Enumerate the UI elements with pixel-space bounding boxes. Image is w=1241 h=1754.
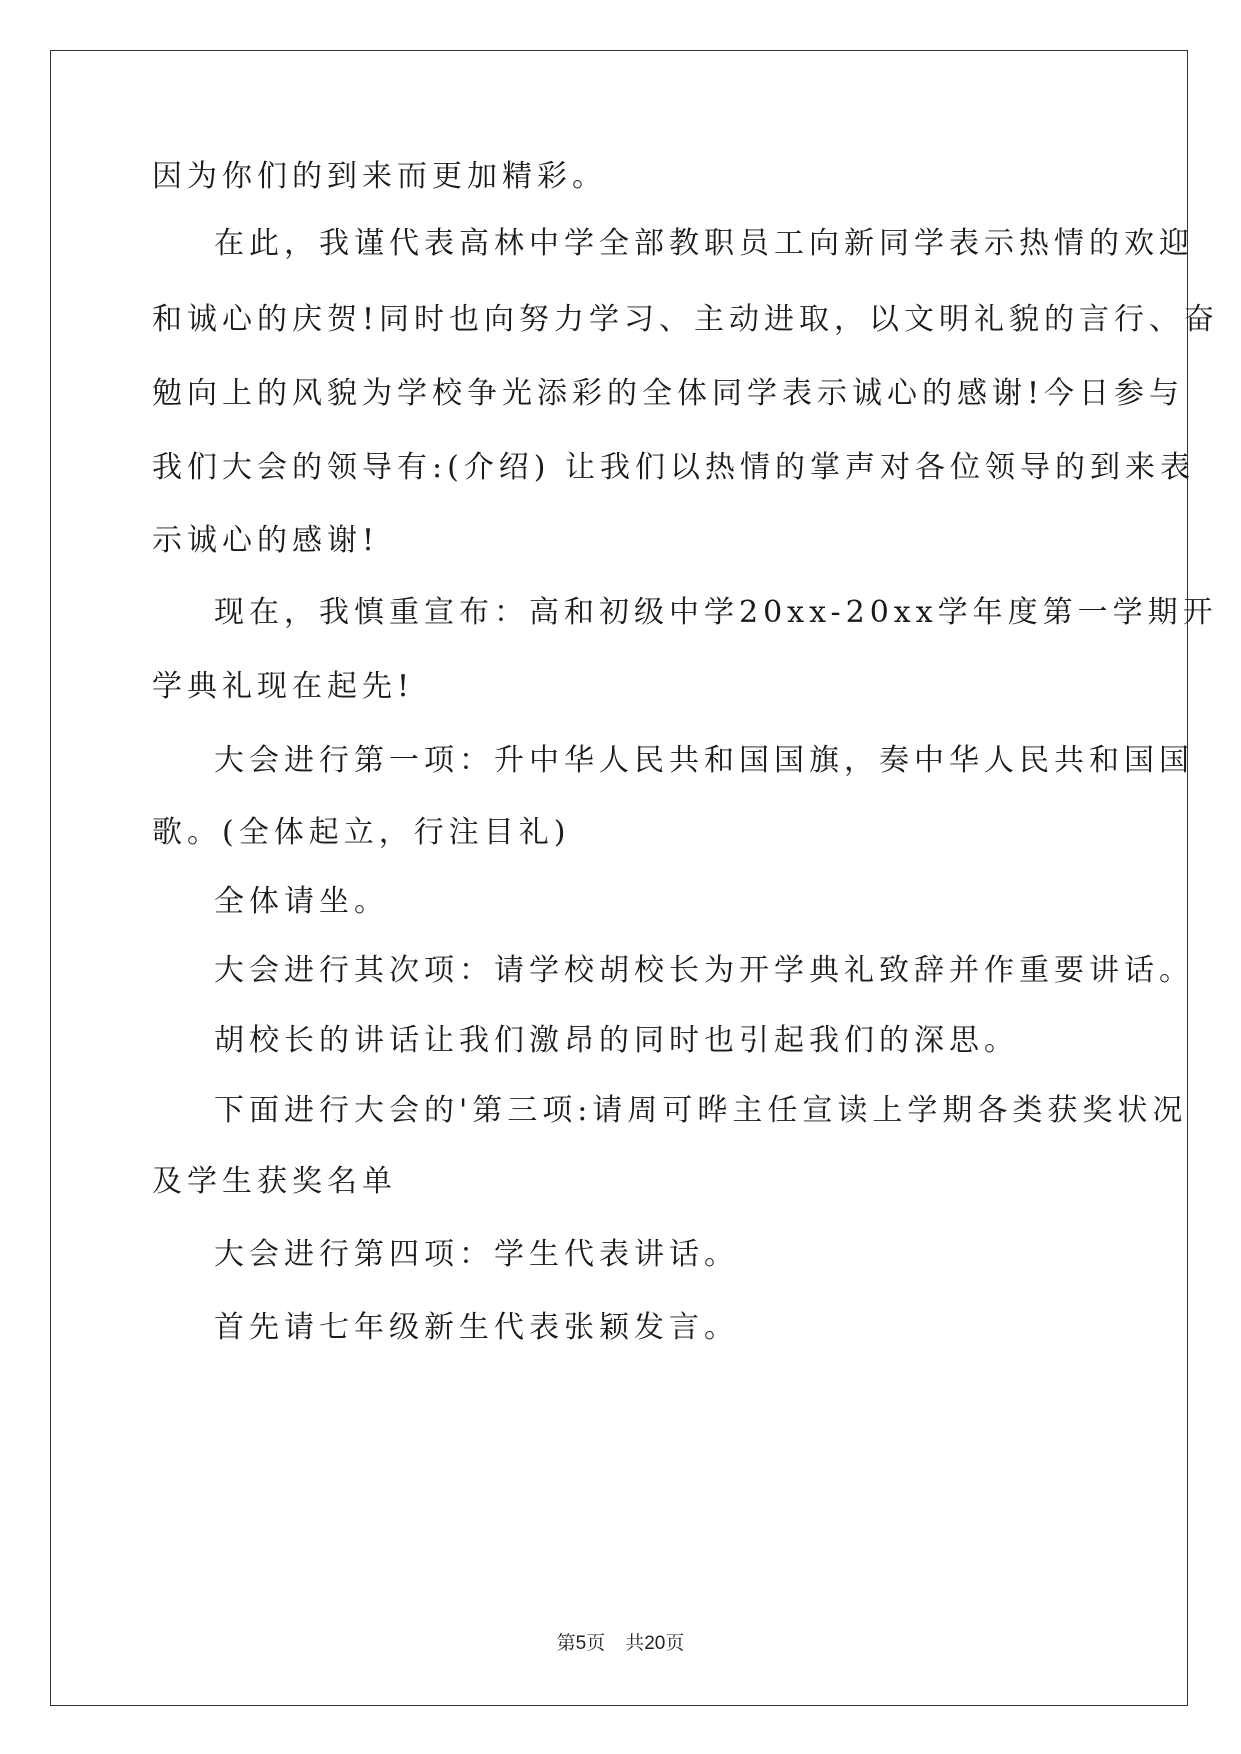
page-number: 第5页 [556, 1633, 606, 1654]
text-line: 歌。(全体起立，行注目礼) [152, 815, 571, 850]
text-line: 在此，我谨代表高林中学全部教职员工向新同学表示热情的欢迎 [214, 226, 1194, 261]
text-line: 大会进行第一项：升中华人民共和国国旗，奏中华人民共和国国 [214, 743, 1194, 778]
page-footer [0, 1632, 1241, 1656]
text-line: 我们大会的领导有:(介绍) 让我们以热情的掌声对各位领导的到来表 [152, 450, 1196, 485]
text-line: 大会进行其次项：请学校胡校长为开学典礼致辞并作重要讲话。 [214, 953, 1194, 988]
text-line: 学典礼现在起先! [152, 669, 415, 704]
text-line: 示诚心的感谢! [152, 523, 380, 558]
total-pages: 共20页 [625, 1633, 685, 1654]
text-line: 因为你们的到来而更加精彩。 [152, 159, 607, 194]
text-line: 首先请七年级新生代表张颖发言。 [214, 1310, 739, 1345]
text-line: 下面进行大会的'第三项:请周可晔主任宣读上学期各类获奖状况 [214, 1093, 1188, 1128]
text-line: 及学生获奖名单 [152, 1164, 397, 1199]
text-line: 勉向上的风貌为学校争光添彩的全体同学表示诚心的感谢!今日参与 [152, 376, 1185, 411]
page-border [50, 50, 1188, 1706]
text-line: 大会进行第四项：学生代表讲话。 [214, 1237, 739, 1272]
text-line: 和诚心的庆贺!同时也向努力学习、主动进取，以文明礼貌的言行、奋 [152, 302, 1220, 337]
text-line: 胡校长的讲话让我们激昂的同时也引起我们的深思。 [214, 1023, 1019, 1058]
text-line: 现在，我慎重宣布：高和初级中学20xx-20xx学年度第一学期开 [214, 595, 1218, 630]
text-line: 全体请坐。 [214, 884, 389, 919]
